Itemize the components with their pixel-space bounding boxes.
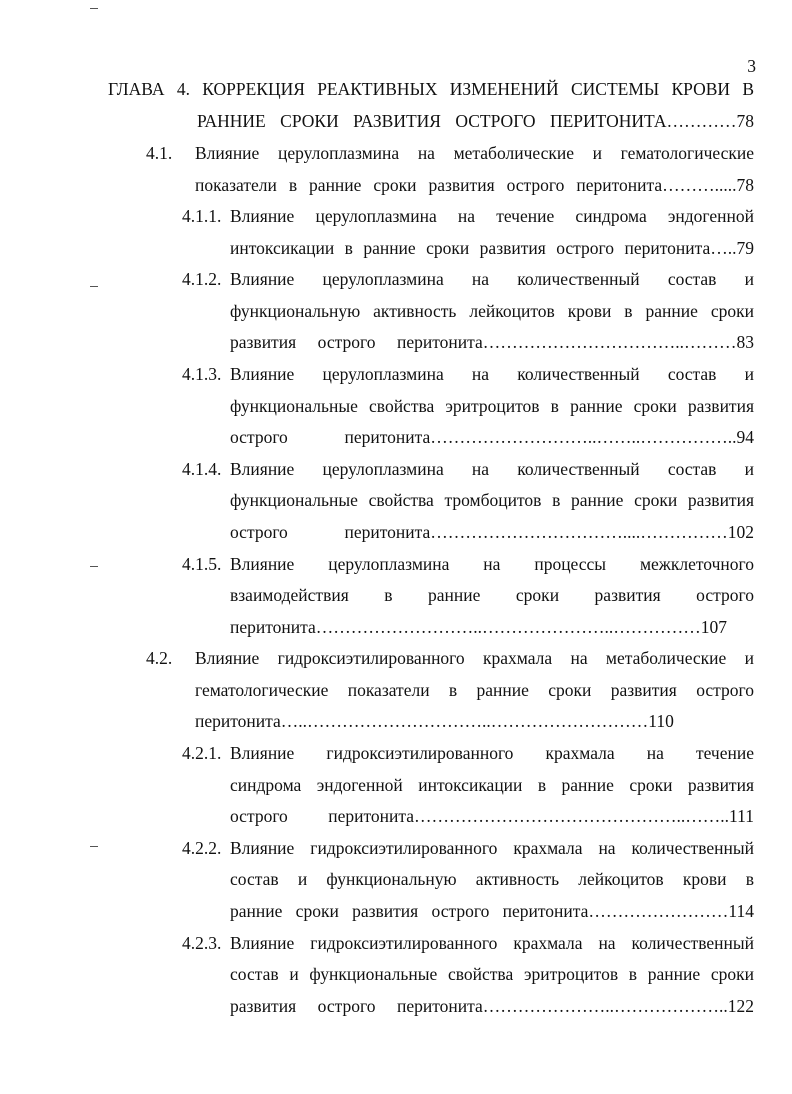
subsection-title-line: функциональные свойства эритроцитов в ранние сроки развития: [230, 396, 754, 416]
subsection-title-line: Влияние церулоплазмина на количественный состав и: [230, 364, 754, 384]
subsection-number: 4.2.2.: [182, 838, 222, 858]
scan-mark: [90, 566, 98, 567]
subsection-title-line: Влияние церулоплазмина на количественный состав и: [230, 269, 754, 289]
section-title-line: гематологические показатели в ранние сроки развития острого: [195, 680, 754, 700]
subsection-title-line: острого перитонита………………………………………..……..111: [230, 806, 754, 826]
scan-mark: [90, 286, 98, 287]
subsection-number: 4.2.1.: [182, 743, 222, 763]
section-number: 4.2.: [146, 648, 173, 668]
subsection-title-line: Влияние церулоплазмина на количественный состав и: [230, 459, 754, 479]
subsection-title-line: развития острого перитонита……………………………..………83: [230, 332, 754, 352]
subsection-title-line: состав и функциональную активность лейкоцитов крови в: [230, 869, 754, 889]
subsection-number: 4.1.3.: [182, 364, 222, 384]
subsection-title-line: острого перитонита………………………..……..……………..94: [230, 427, 754, 447]
subsection-number: 4.2.3.: [182, 933, 222, 953]
subsection-title-line: развития острого перитонита…………………..………………..122: [230, 996, 754, 1016]
subsection-number: 4.1.1.: [182, 206, 222, 226]
subsection-title-line: Влияние церулоплазмина на течение синдрома эндогенной: [230, 206, 754, 226]
subsection-title-line: Влияние гидроксиэтилированного крахмала на течение: [230, 743, 754, 763]
chapter-title-line-1: ГЛАВА 4. КОРРЕКЦИЯ РЕАКТИВНЫХ ИЗМЕНЕНИЙ СИСТЕМЫ КРОВИ В: [108, 79, 754, 99]
subsection-title-line: синдрома эндогенной интоксикации в ранние сроки развития: [230, 775, 754, 795]
subsection-title-line: ранние сроки развития острого перитонита……………………114: [230, 901, 754, 921]
subsection-title-line: перитонита………………………..…………………..……………107: [230, 617, 728, 637]
subsection-title-line: взаимодействия в ранние сроки развития острого: [230, 585, 754, 605]
subsection-title-line: Влияние церулоплазмина на процессы межклеточного: [230, 554, 754, 574]
section-title-line: Влияние церулоплазмина на метаболические и гематологические: [195, 143, 754, 163]
subsection-title-line: функциональные свойства тромбоцитов в ранние сроки развития: [230, 490, 754, 510]
scan-mark: [90, 846, 98, 847]
chapter-title-line-2: РАННИЕ СРОКИ РАЗВИТИЯ ОСТРОГО ПЕРИТОНИТА…………78: [197, 111, 754, 131]
section-title-line: Влияние гидроксиэтилированного крахмала на метаболические и: [195, 648, 754, 668]
subsection-number: 4.1.2.: [182, 269, 222, 289]
section-number: 4.1.: [146, 143, 173, 163]
subsection-title-line: Влияние гидроксиэтилированного крахмала на количественный: [230, 933, 754, 953]
scan-mark: [90, 8, 98, 9]
section-title-line: показатели в ранние сроки развития острого перитонита……….....78: [195, 175, 754, 195]
subsection-number: 4.1.4.: [182, 459, 222, 479]
subsection-number: 4.1.5.: [182, 554, 222, 574]
page-number: 3: [747, 56, 756, 76]
section-title-line: перитонита…..…………………………..………………………110: [195, 711, 674, 731]
subsection-title-line: состав и функциональные свойства эритроцитов в ранние сроки: [230, 964, 754, 984]
subsection-title-line: Влияние гидроксиэтилированного крахмала на количественный: [230, 838, 754, 858]
subsection-title-line: острого перитонита……………………………....……………102: [230, 522, 754, 542]
subsection-title-line: интоксикации в ранние сроки развития острого перитонита…..79: [230, 238, 754, 258]
subsection-title-line: функциональную активность лейкоцитов крови в ранние сроки: [230, 301, 754, 321]
